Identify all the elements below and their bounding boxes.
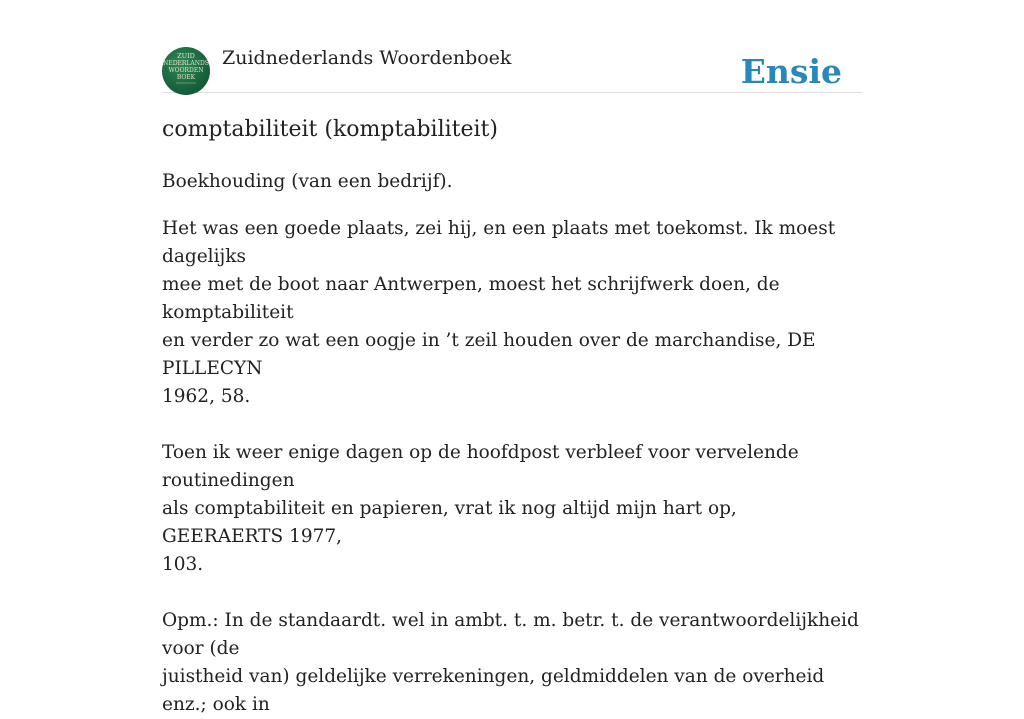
entry-title: comptabiliteit (komptabiliteit)	[162, 117, 498, 142]
dictionary-logo[interactable]	[162, 47, 210, 95]
entry-example: Het was een goede plaats, zei hij, en een plaats met toekomst. Ik moest dagelijks mee met de boot naar Antwerpen, moest het schrijfwerk doen, de komptabiliteit en verder zo wat een oogje in ’t zeil houden over de marchandise, DE PILLECYN 1962, 58.	[162, 218, 836, 407]
entry-content	[162, 168, 862, 719]
logo-line-1: ZUID	[177, 52, 195, 60]
logo-emblem	[162, 47, 210, 95]
entry-example: Toen ik weer enige dagen op de hoofdpost verbleef voor vervelende routinedingen als comptabiliteit en papieren, vrat ik nog altijd mijn hart op, GEERAERTS 1977, 103.	[162, 442, 799, 575]
ensie-brand-logo[interactable]: Ensie	[740, 52, 842, 91]
dictionary-name[interactable]: Zuidnederlands Woordenboek	[222, 47, 512, 69]
logo-line-2: NEDERLANDS	[163, 60, 209, 67]
logo-line-4: BOEK	[176, 74, 196, 81]
logo-line-3: WOORDEN	[168, 67, 204, 74]
site-header	[162, 44, 862, 93]
entry-definition: Boekhouding (van een bedrijf).	[162, 171, 453, 192]
entry-note: Opm.: In de standaardt. wel in ambt. t. m. betr. t. de verantwoordelijkheid voor (de juistheid van) geldelijke verrekeningen, geldmiddelen van de overheid enz.; ook in	[162, 610, 859, 715]
